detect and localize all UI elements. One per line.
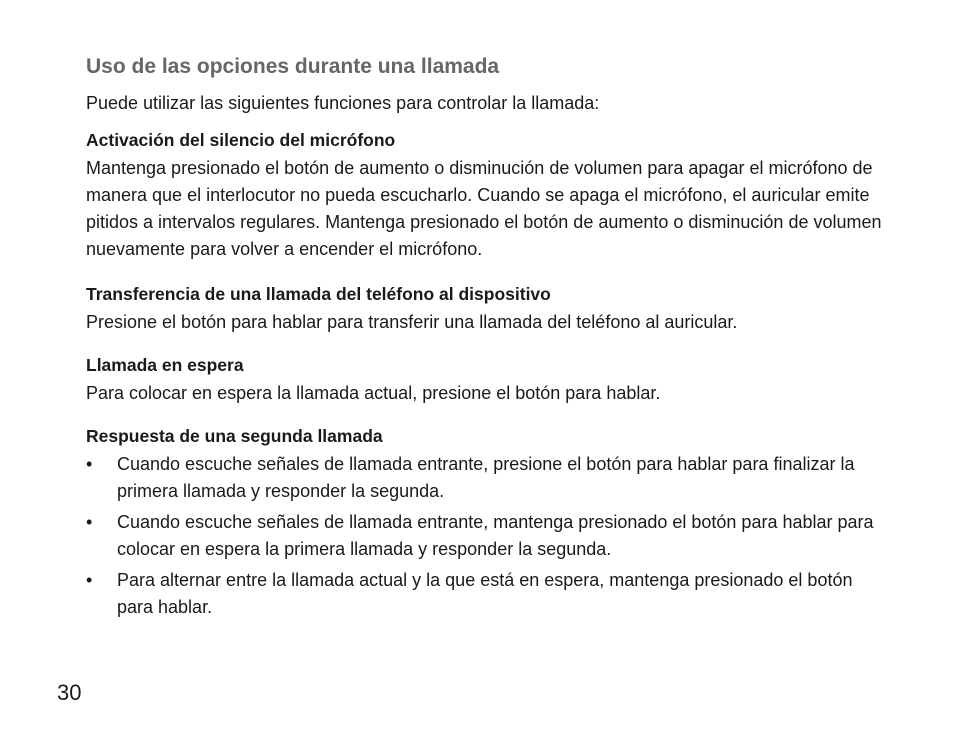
transfer-heading: Transferencia de una llamada del teléfono al dispositivo: [86, 284, 551, 304]
page-number: 30: [57, 680, 82, 705]
list-item-text: Cuando escuche señales de llamada entrante, presione el botón para hablar para finalizar la primera llamada y responder la segunda.: [117, 454, 855, 501]
transfer-text: Presione el botón para hablar para transferir una llamada del teléfono al auricular.: [86, 312, 738, 332]
intro-text: Puede utilizar las siguientes funciones para controlar la llamada:: [86, 93, 600, 113]
mute-text: Mantenga presionado el botón de aumento o disminución de volumen para apagar el micrófono de manera que el interlocutor no pueda escucharlo. Cuando se apaga el micrófono, el auricular emite pitidos a intervalos regulares. Mantenga presionado el botón de aumento o disminución de volumen nuevamente para volver a encender el micrófono.: [86, 158, 882, 259]
list-item: [86, 451, 886, 505]
bullet-icon: •: [86, 454, 93, 474]
second-call-heading: Respuesta de una segunda llamada: [86, 426, 383, 446]
second-call-list: [86, 451, 886, 621]
hold-heading: Llamada en espera: [86, 355, 244, 375]
page-content: [86, 52, 886, 625]
list-item: [86, 567, 886, 621]
list-item-text: Cuando escuche señales de llamada entrante, mantenga presionado el botón para hablar para colocar en espera la primera llamada y responder la segunda.: [117, 512, 874, 559]
list-item: [86, 509, 886, 563]
section-title: Uso de las opciones durante una llamada: [86, 55, 500, 78]
bullet-icon: •: [86, 570, 93, 590]
mute-heading: Activación del silencio del micrófono: [86, 130, 396, 150]
bullet-icon: •: [86, 512, 93, 532]
hold-text: Para colocar en espera la llamada actual, presione el botón para hablar.: [86, 383, 661, 403]
list-item-text: Para alternar entre la llamada actual y la que está en espera, mantenga presionado el botón para hablar.: [117, 570, 853, 617]
